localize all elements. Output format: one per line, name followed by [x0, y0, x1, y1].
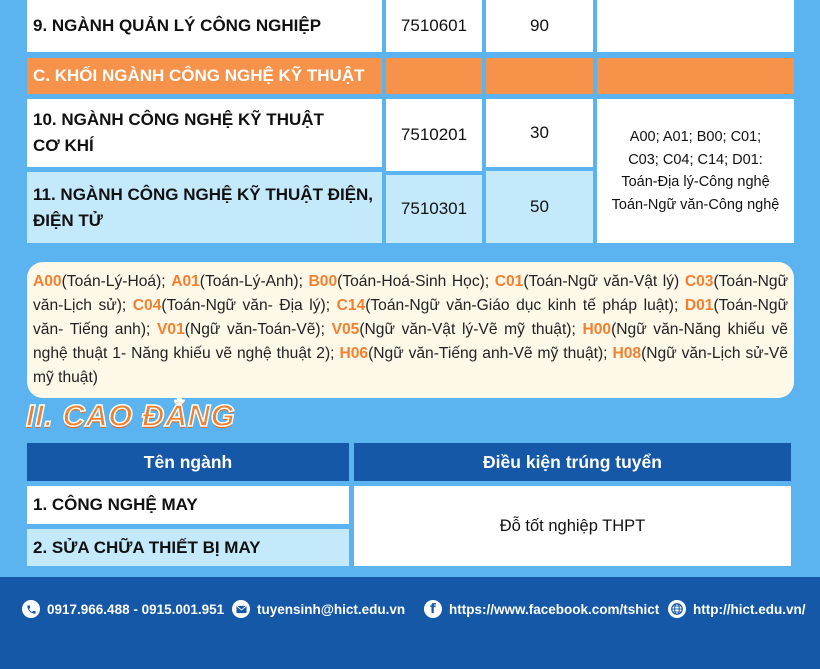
row10-code: 7510201: [400, 125, 468, 144]
legend-description: (Toán-Ngữ văn-Giáo dục kinh tế pháp luật);: [365, 297, 685, 314]
cao-dang-row1-label: 1. CÔNG NGHỆ MAY: [33, 495, 198, 514]
row11-major-cell: [27, 172, 382, 243]
legend-description: (Toán-Lý-Anh);: [199, 273, 309, 290]
cao-dang-row2: [27, 529, 349, 566]
legend-description: (Ngữ văn-Tiếng anh-Vẽ mỹ thuật);: [368, 345, 613, 362]
footer-phone-text: 0917.966.488 - 0915.001.951: [47, 601, 225, 617]
row11-code: 7510301: [400, 199, 468, 218]
subject-combination-legend: [27, 262, 794, 398]
globe-icon: [668, 600, 686, 618]
cao-dang-condition-cell: [354, 486, 791, 566]
legend-description: (Ngữ văn-Vật lý-Vẽ mỹ thuật);: [359, 321, 583, 338]
section-c-code-cell: [386, 58, 482, 94]
cao-dang-condition: Đỗ tốt nghiệp THPT: [499, 516, 646, 535]
row10-code-cell: [386, 99, 482, 171]
legend-code: H00: [582, 321, 612, 338]
footer-facebook-text: https://www.facebook.com/tshict: [449, 601, 660, 617]
footer-phone[interactable]: [22, 597, 224, 621]
footer-email-text: tuyensinh@hict.edu.vn: [257, 601, 406, 617]
row11-quota: 50: [530, 197, 549, 216]
legend-code: H08: [612, 345, 642, 362]
footer-website[interactable]: [668, 597, 806, 621]
legend-code: V01: [157, 321, 185, 338]
combo-line3: Toán-Địa lý-Công nghệ: [621, 174, 770, 190]
footer-website-text: http://hict.edu.vn/: [693, 601, 806, 617]
legend-description: (Toán-Ngữ văn- Tiếng anh);: [33, 297, 789, 338]
combo-line2: C03; C04; C14; D01:: [628, 151, 763, 168]
row9-code: 7510601: [400, 16, 468, 35]
legend-description: (Ngữ văn-Năng khiếu vẽ nghệ thuật 1- Năng khiếu vẽ nghệ thuật 2);: [33, 321, 788, 362]
row9-major-cell: [27, 0, 382, 52]
row10-major-line2: CƠ KHÍ: [33, 136, 94, 155]
phone-icon: [22, 600, 40, 618]
legend-code: V05: [331, 321, 360, 338]
contact-footer: [0, 577, 820, 669]
col-condition-header: [354, 443, 791, 481]
cao-dang-heading: II. CAO ĐẲNG: [26, 398, 236, 433]
footer-facebook[interactable]: [424, 597, 659, 621]
legend-code: C04: [132, 297, 162, 314]
legend-description: (Toán-Lý-Hoá);: [61, 273, 172, 290]
row9-quota: 90: [530, 16, 549, 35]
legend-description: (Toán-Ngữ văn-Lịch sử);: [33, 273, 789, 314]
row10-major-cell: [27, 99, 382, 167]
row10-major-line1: 10. NGÀNH CÔNG NGHỆ KỸ THUẬT: [33, 110, 324, 129]
row10-quota-cell: [486, 99, 593, 167]
col-major-label: Tên ngành: [143, 451, 233, 472]
legend-description: (Ngữ văn-Toán-Vẽ);: [184, 321, 332, 338]
facebook-icon: f: [424, 600, 442, 618]
col-condition-label: Điều kiện trúng tuyển: [483, 451, 662, 472]
section-c-title-cell: [27, 58, 382, 94]
legend-code: C01: [494, 273, 524, 290]
legend-code: C03: [684, 273, 714, 290]
legend-description: (Ngữ văn-Lịch sử-Vẽ mỹ thuật): [33, 345, 788, 386]
combo-line4: Toán-Ngữ văn-Công nghệ: [611, 196, 780, 213]
combo-line1: A00; A01; B00; C01;: [629, 129, 762, 145]
row9-quota-cell: [486, 0, 593, 52]
cao-dang-row1: [27, 486, 349, 524]
row11-major-line2: ĐIỆN TỬ: [33, 210, 103, 230]
footer-email[interactable]: [232, 597, 405, 621]
section-c-title: C. KHỐI NGÀNH CÔNG NGHỆ KỸ THUẬT: [33, 66, 365, 85]
row9-code-cell: [386, 0, 482, 52]
legend-code: D01: [684, 297, 714, 314]
row11-major-line1: 11. NGÀNH CÔNG NGHỆ KỸ THUẬT ĐIỆN,: [33, 184, 374, 204]
legend-code: H06: [339, 345, 369, 362]
row11-code-cell: [386, 175, 482, 243]
mail-icon: [232, 600, 250, 618]
legend-description: (Toán-Hoá-Sinh Học);: [337, 273, 495, 290]
legend-code: A00: [33, 273, 62, 290]
legend-code: C14: [336, 297, 366, 314]
combo-requirements-cell: [597, 99, 794, 243]
cao-dang-row2-label: 2. SỬA CHỮA THIẾT BỊ MAY: [33, 537, 261, 557]
legend-code: B00: [308, 273, 338, 290]
row11-quota-cell: [486, 171, 593, 243]
col-major-header: [27, 443, 349, 481]
legend-description: (Toán-Ngữ văn-Vật lý): [523, 273, 685, 290]
legend-description: (Toán-Ngữ văn- Địa lý);: [161, 297, 337, 314]
section-c-quota-cell: [486, 58, 593, 94]
row9-combo-cell: [597, 0, 794, 52]
section-c-combo-cell: [597, 58, 794, 94]
row10-quota: 30: [530, 123, 549, 142]
legend-code: A01: [171, 273, 200, 290]
row9-major: 9. NGÀNH QUẢN LÝ CÔNG NGHIỆP: [33, 16, 322, 35]
